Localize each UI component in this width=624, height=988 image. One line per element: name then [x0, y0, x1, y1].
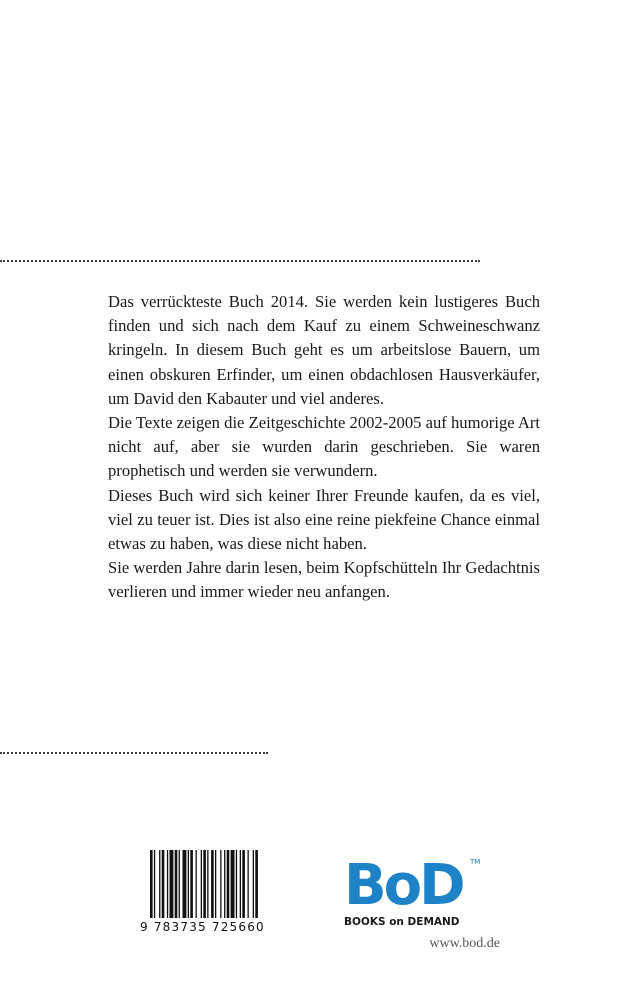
dotted-divider-bottom [0, 752, 268, 754]
bod-logo-mark: BoD [344, 853, 463, 918]
trademark-symbol: TM [470, 858, 481, 866]
blurb-paragraph: Die Texte zeigen die Zeitgeschichte 2002-2005 auf humorige Art nicht auf, aber sie wurden darin geschrieben. Sie waren prophetisch und werden sie verwundern. [108, 413, 540, 481]
blurb-paragraph: Sie werden Jahre darin lesen, beim Kopfschütteln Ihr Gedachtnis verlieren und immer wieder neu anfangen. [108, 558, 540, 602]
publisher-website: www.bod.de [429, 936, 500, 951]
isbn-barcode [140, 850, 308, 936]
barcode-bars-icon [140, 850, 308, 920]
dotted-divider-top [0, 260, 480, 262]
isbn-number: 9 783735 725660 [140, 920, 265, 934]
bod-tagline: BOOKS on DEMAND [344, 916, 460, 928]
blurb-paragraph: Das verrückteste Buch 2014. Sie werden kein lustigeres Buch finden und sich nach dem Kauf zu einem Schweineschwanz kringeln. In diesem Buch geht es um arbeitslose Bauern, um einen obskuren Erfinder, um einen obdachlosen Hausverkäufer, um David den Kabauter und viel anderes. [108, 292, 540, 408]
blurb-paragraph: Dieses Buch wird sich keiner Ihrer Freunde kaufen, da es viel, viel zu teuer ist. Dies ist also eine reine piekfeine Chance einmal etwas zu haben, was diese nicht haben. [108, 485, 540, 554]
back-cover-blurb [108, 290, 540, 605]
bod-logo [344, 853, 484, 928]
